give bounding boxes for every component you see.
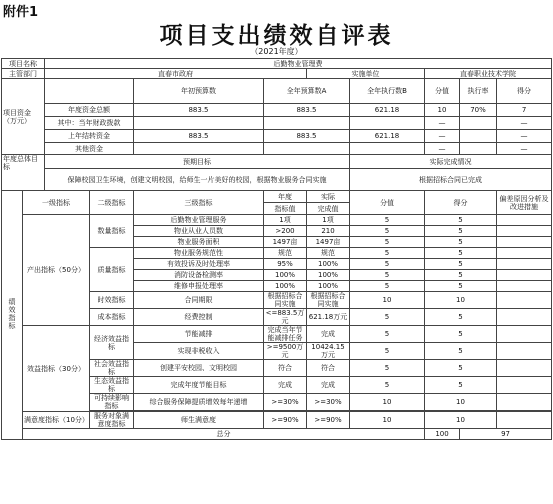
indicator-name: 实现非税收入 — [134, 343, 264, 360]
indicator-got: 10 — [425, 292, 497, 309]
indicator-score: 5 — [350, 226, 425, 237]
indicator-actual: 100% — [307, 270, 350, 281]
group-economic: 经济效益指标 — [90, 326, 134, 360]
indicator-score: 5 — [350, 248, 425, 259]
indicator-score: 5 — [350, 360, 425, 377]
indicator-score: 10 — [350, 394, 425, 411]
indicator-got: 5 — [425, 309, 497, 326]
funds-header-row — [2, 79, 552, 104]
indicator-side-label: 绩效指标 — [2, 191, 23, 440]
indicator-row — [2, 326, 552, 343]
indicator-reason — [497, 326, 552, 343]
indicator-got: 5 — [425, 259, 497, 270]
indicator-row — [2, 412, 552, 429]
indicator-actual: >=30% — [307, 394, 350, 411]
funds-row-full — [264, 143, 350, 155]
funds-row-full: 883.5 — [264, 104, 350, 117]
indicator-got: 5 — [425, 248, 497, 259]
group-sustainable: 可持续影响指标 — [90, 394, 134, 411]
indicator-reason — [497, 394, 552, 411]
funds-other-row — [2, 143, 552, 155]
funds-row-score: 10 — [425, 104, 460, 117]
funds-header-score: 分值 — [425, 79, 460, 104]
group-social: 社会效益指标 — [90, 360, 134, 377]
indicator-target: 1497亩 — [264, 237, 307, 248]
indicator-reason — [497, 377, 552, 394]
funds-row-init — [134, 143, 264, 155]
overall-content-row — [2, 169, 552, 191]
satisfaction-label: 满意度指标（10分） — [23, 412, 90, 429]
funds-row-rate — [460, 117, 497, 130]
indicator-reason — [497, 215, 552, 226]
indicator-reason — [497, 309, 552, 326]
project-name-row — [2, 59, 552, 69]
indicator-got: 5 — [425, 281, 497, 292]
header-score: 分值 — [350, 191, 425, 215]
indicator-got: 5 — [425, 215, 497, 226]
indicator-name: 物业服务面积 — [134, 237, 264, 248]
indicator-got: 5 — [425, 377, 497, 394]
header-actual: 实际 — [307, 191, 350, 203]
indicator-name: 完成年度节能目标 — [134, 377, 264, 394]
funds-header-exec: 全年执行数B — [350, 79, 425, 104]
funds-row-init — [134, 117, 264, 130]
header-l2: 二级指标 — [90, 191, 134, 215]
indicator-got: 5 — [425, 226, 497, 237]
funds-row-got: — — [497, 143, 552, 155]
funds-row-score: — — [425, 117, 460, 130]
indicator-score: 5 — [350, 343, 425, 360]
indicator-reason — [497, 281, 552, 292]
indicator-target: 完成 — [264, 377, 307, 394]
funds-blank-header — [45, 79, 134, 104]
funds-header-full: 全年预算数A — [264, 79, 350, 104]
group-timeliness: 时效指标 — [90, 292, 134, 309]
group-quantity: 数量指标 — [90, 215, 134, 248]
funds-row-rate — [460, 130, 497, 143]
indicator-score: 5 — [350, 270, 425, 281]
funds-row-got: — — [497, 117, 552, 130]
impl-label: 实施单位 — [307, 69, 425, 79]
overall-actual: 根据招标合同已完成 — [350, 169, 552, 191]
funds-row-label: 上年结转资金 — [45, 130, 134, 143]
overall-actual-label: 实际完成情况 — [350, 155, 552, 169]
indicator-name: 综合服务保障提质增效每年递增 — [134, 394, 264, 411]
funds-row-rate: 70% — [460, 104, 497, 117]
indicator-actual: 完成 — [307, 377, 350, 394]
indicator-target: 100% — [264, 281, 307, 292]
indicator-name: 师生满意度 — [134, 412, 264, 429]
funds-row-label: 其他资金 — [45, 143, 134, 155]
indicator-reason — [497, 360, 552, 377]
attachment-label: 附件1 — [3, 5, 39, 20]
indicator-actual: 10424.15万元 — [307, 343, 350, 360]
indicator-got: 5 — [425, 237, 497, 248]
indicator-actual: 符合 — [307, 360, 350, 377]
funds-label: 项目资金（万元） — [2, 79, 45, 155]
indicator-reason — [497, 270, 552, 281]
funds-row-exec — [350, 143, 425, 155]
indicator-reason — [497, 412, 552, 429]
funds-header-got: 得分 — [497, 79, 552, 104]
indicator-name: 后勤物业管理服务 — [134, 215, 264, 226]
indicator-reason — [497, 343, 552, 360]
indicator-name: 物业服务规范性 — [134, 248, 264, 259]
funds-row-label: 其中：当年财政拨款 — [45, 117, 134, 130]
funds-header-init: 年初预算数 — [134, 79, 264, 104]
project-name-value: 后勤物业管理费 — [45, 59, 552, 69]
indicator-name: 节能减排 — [134, 326, 264, 343]
indicator-name: 物业从业人员数 — [134, 226, 264, 237]
overall-header-row — [2, 155, 552, 169]
indicator-name: 合同期限 — [134, 292, 264, 309]
indicator-score: 5 — [350, 259, 425, 270]
funds-header-rate: 执行率 — [460, 79, 497, 104]
indicator-row — [2, 215, 552, 226]
indicator-target: 根据招标合同实施 — [264, 292, 307, 309]
header-year: 年度 — [264, 191, 307, 203]
header-got: 得分 — [425, 191, 497, 215]
overall-expected: 保障校园卫生环境，创建文明校园，给师生一片美好的校园，根据物业服务合同实施 — [45, 169, 350, 191]
indicator-score: 5 — [350, 237, 425, 248]
indicator-score: 5 — [350, 281, 425, 292]
indicator-target: >200 — [264, 226, 307, 237]
funds-row-got: — — [497, 130, 552, 143]
indicator-got: 5 — [425, 326, 497, 343]
indicator-name: 消防设备检测率 — [134, 270, 264, 281]
indicator-score: 5 — [350, 326, 425, 343]
funds-current-row — [2, 117, 552, 130]
indicator-score: 5 — [350, 377, 425, 394]
indicator-actual: 100% — [307, 259, 350, 270]
overall-label: 年度总体目标 — [2, 155, 45, 191]
indicator-reason — [497, 226, 552, 237]
indicator-target: 规范 — [264, 248, 307, 259]
indicator-reason — [497, 292, 552, 309]
funds-row-full — [264, 117, 350, 130]
indicator-target: >=9500万元 — [264, 343, 307, 360]
indicator-score: 5 — [350, 309, 425, 326]
indicator-got: 5 — [425, 270, 497, 281]
indicator-actual: 621.18万元 — [307, 309, 350, 326]
funds-row-exec — [350, 117, 425, 130]
dept-value: 直春市政府 — [45, 69, 307, 79]
year-label: （2021年度） — [250, 47, 303, 56]
header-l3: 三级指标 — [134, 191, 264, 215]
funds-row-label: 年度资金总额 — [45, 104, 134, 117]
indicator-score: 5 — [350, 215, 425, 226]
evaluation-table — [1, 58, 552, 440]
indicator-actual: 规范 — [307, 248, 350, 259]
indicator-header-row — [2, 191, 552, 203]
overall-expected-label: 预期目标 — [45, 155, 350, 169]
funds-row-score: — — [425, 143, 460, 155]
indicator-target: 1项 — [264, 215, 307, 226]
indicator-target: 符合 — [264, 360, 307, 377]
indicator-actual: 100% — [307, 281, 350, 292]
indicator-actual: >=90% — [307, 412, 350, 429]
output-label: 产出指标（50分） — [23, 215, 90, 326]
group-ecological: 生态效益指标 — [90, 377, 134, 394]
funds-row-rate — [460, 143, 497, 155]
indicator-reason — [497, 259, 552, 270]
funds-row-exec: 621.18 — [350, 130, 425, 143]
indicator-actual: 210 — [307, 226, 350, 237]
page-title: 项目支出绩效自评表 — [159, 22, 394, 49]
indicator-got: 5 — [425, 343, 497, 360]
group-quality: 质量指标 — [90, 248, 134, 292]
indicator-target: >=90% — [264, 412, 307, 429]
project-name-label: 项目名称 — [2, 59, 45, 69]
header-actual-value: 完成值 — [307, 203, 350, 215]
total-row — [2, 429, 552, 440]
indicator-reason — [497, 248, 552, 259]
funds-row-full: 883.5 — [264, 130, 350, 143]
indicator-reason — [497, 237, 552, 248]
indicator-name: 维修申报处理率 — [134, 281, 264, 292]
indicator-name: 经费控制 — [134, 309, 264, 326]
indicator-actual: 1项 — [307, 215, 350, 226]
indicator-target: 95% — [264, 259, 307, 270]
indicator-target: >=30% — [264, 394, 307, 411]
group-cost: 成本指标 — [90, 309, 134, 326]
indicator-actual: 1497亩 — [307, 237, 350, 248]
indicator-target: 完成当年节能减排任务 — [264, 326, 307, 343]
total-got: 97 — [460, 429, 552, 440]
indicator-target: <=883.5万元 — [264, 309, 307, 326]
indicator-got: 5 — [425, 360, 497, 377]
indicator-got: 10 — [425, 394, 497, 411]
indicator-got: 10 — [425, 412, 497, 429]
indicator-score: 10 — [350, 292, 425, 309]
funds-row-init: 883.5 — [134, 104, 264, 117]
indicator-score: 10 — [350, 412, 425, 429]
dept-label: 主管部门 — [2, 69, 45, 79]
benefit-label: 效益指标（30分） — [23, 326, 90, 412]
indicator-actual: 根据招标合同实施 — [307, 292, 350, 309]
header-reason: 偏差原因分析及改进措施 — [497, 191, 552, 215]
funds-row-exec: 621.18 — [350, 104, 425, 117]
indicator-name: 创建平安校园、文明校园 — [134, 360, 264, 377]
indicator-actual: 完成 — [307, 326, 350, 343]
impl-value: 直春职业技术学院 — [425, 69, 552, 79]
funds-carryover-row — [2, 130, 552, 143]
dept-row — [2, 69, 552, 79]
indicator-name: 有效投诉及时处理率 — [134, 259, 264, 270]
header-year-target: 指标值 — [264, 203, 307, 215]
funds-row-init: 883.5 — [134, 130, 264, 143]
funds-row-got: 7 — [497, 104, 552, 117]
group-service: 服务对象满意度指标 — [90, 412, 134, 429]
total-score: 100 — [425, 429, 460, 440]
indicator-target: 100% — [264, 270, 307, 281]
funds-row-score: — — [425, 130, 460, 143]
header-l1: 一级指标 — [23, 191, 90, 215]
funds-total-row — [2, 104, 552, 117]
total-label: 总分 — [23, 429, 425, 440]
